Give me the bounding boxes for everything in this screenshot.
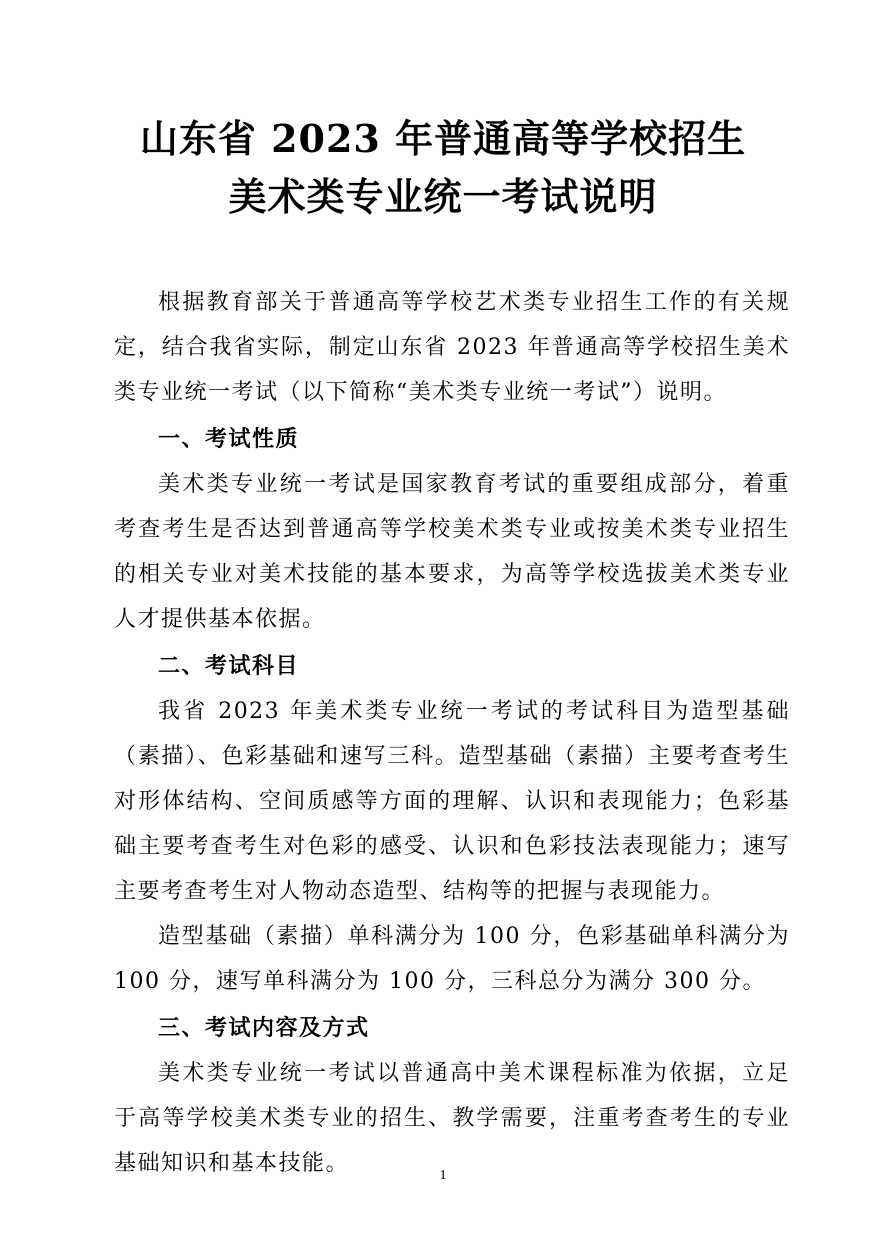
section-heading-content: 三、考试内容及方式: [158, 1015, 370, 1041]
page-number: 1: [439, 1168, 447, 1183]
document-body: [114, 280, 790, 1186]
document-title: [0, 110, 886, 226]
section-paragraph-content: 美术类专业统一考试以普通高中美术课程标准为依据，立足于高等学校美术类专业的招生、教学需要，注重考查考生的专业基础知识和基本技能。: [114, 1061, 790, 1176]
section-heading-subjects: 二、考试科目: [158, 653, 300, 679]
title-line-1: 山东省 2023 年普通高等学校招生: [139, 116, 747, 161]
section-paragraph-nature: 美术类专业统一考试是国家教育考试的重要组成部分，着重考查考生是否达到普通高等学校美术类专业或按美术类专业招生的相关专业对美术技能的基本要求，为高等学校选拔美术类专业人才提供基本依据。: [114, 472, 790, 632]
section-paragraph-subjects: 我省 2023 年美术类专业统一考试的考试科目为造型基础（素描）、色彩基础和速写三科。造型基础（素描）主要考查考生对形体结构、空间质感等方面的理解、认识和表现能力；色彩基础主要考查考生对色彩的感受、认识和色彩技法表现能力；速写主要考查考生对人物动态造型、结构等的把握与表现能力。: [114, 699, 790, 904]
section-heading-nature: 一、考试性质: [158, 426, 300, 452]
title-line-2: 美术类专业统一考试说明: [228, 174, 658, 219]
section-paragraph-scores: 造型基础（素描）单科满分为 100 分，色彩基础单科满分为 100 分，速写单科满分为 100 分，三科总分为满分 300 分。: [114, 924, 790, 994]
intro-paragraph: 根据教育部关于普通高等学校艺术类专业招生工作的有关规定，结合我省实际，制定山东省 2023 年普通高等学校招生美术类专业统一考试（以下简称“美术类专业统一考试”）说明。: [114, 290, 790, 405]
